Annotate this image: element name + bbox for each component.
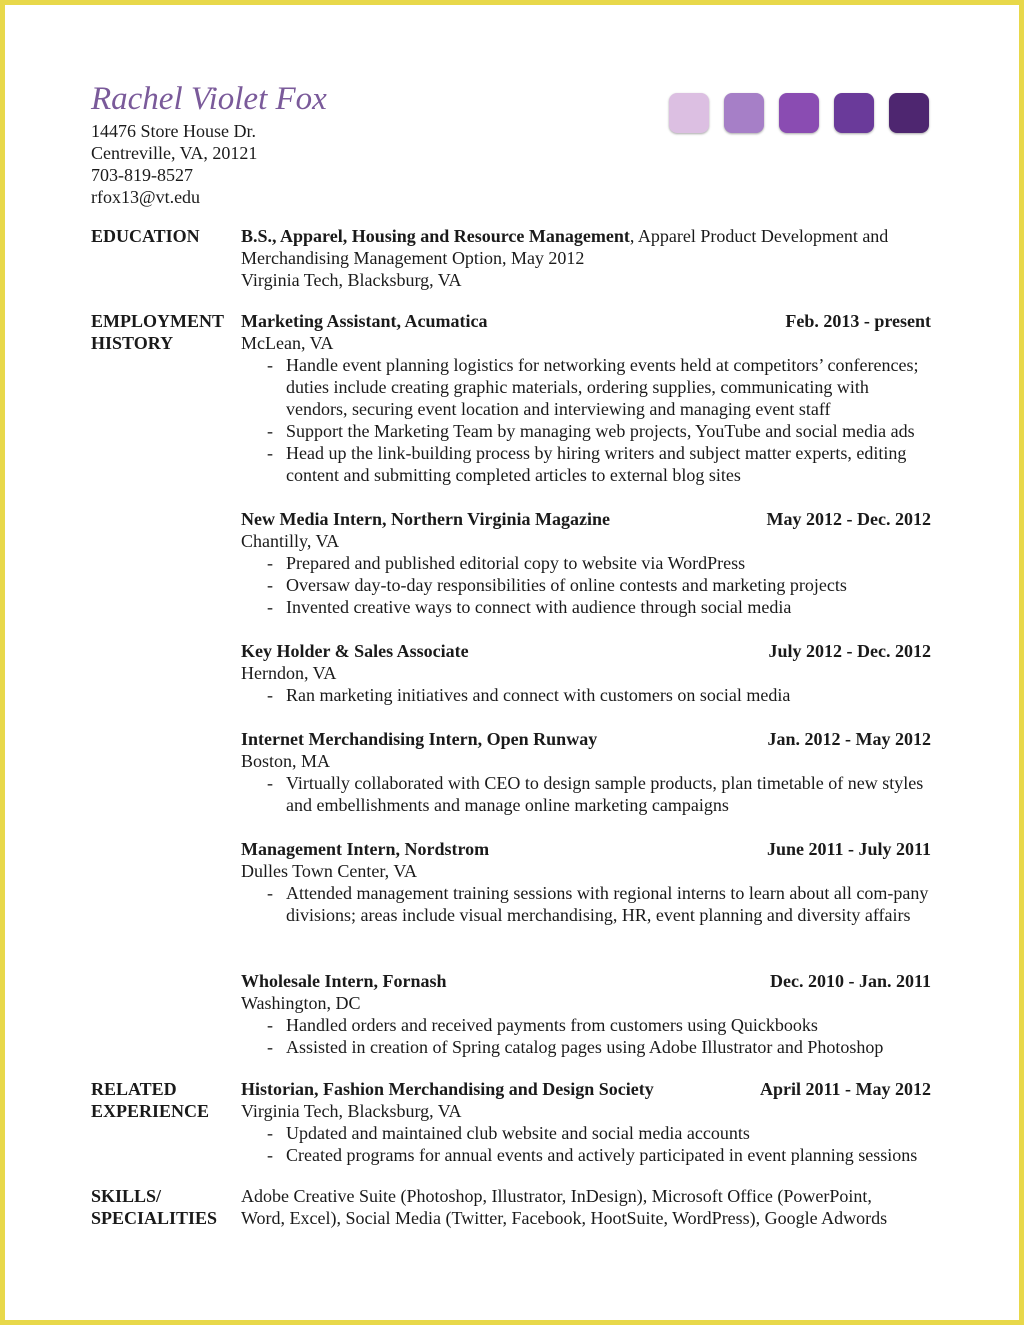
- job-location: Dulles Town Center, VA: [241, 861, 418, 881]
- job-6: [241, 970, 931, 1058]
- candidate-name: Rachel Violet Fox: [91, 81, 327, 117]
- list-item: - Head up the link-building process by hiring writers and subject matter experts, editing content and submitting completed articles to external blog sites: [267, 442, 931, 486]
- list-item: - Created programs for annual events and actively participated in event planning sessions: [267, 1144, 931, 1166]
- contact-block: [91, 120, 257, 208]
- employment-label: EMPLOYMENT HISTORY: [91, 311, 224, 353]
- list-item: - Support the Marketing Team by managing web projects, YouTube and social media ads: [267, 420, 931, 442]
- related-date: April 2011 - May 2012: [760, 1079, 931, 1099]
- education-label: EDUCATION: [91, 226, 200, 246]
- color-swatches: [669, 93, 929, 133]
- job-location: Chantilly, VA: [241, 531, 340, 551]
- degree-rest: , Apparel Product Development and: [629, 226, 889, 246]
- job-bullets: [241, 354, 931, 486]
- job-date: May 2012 - Dec. 2012: [766, 509, 931, 529]
- list-item: - Invented creative ways to connect with audience through social media: [267, 596, 931, 618]
- job-title: Wholesale Intern, Fornash: [241, 971, 447, 991]
- job-location: McLean, VA: [241, 333, 334, 353]
- related-title: Historian, Fashion Merchandising and Design Society: [241, 1079, 654, 1099]
- email-address: rfox13@vt.edu: [91, 187, 201, 207]
- swatch-1: [669, 93, 709, 133]
- job-5: [241, 838, 931, 926]
- job-title: Internet Merchandising Intern, Open Runway: [241, 729, 598, 749]
- job-bullets: [241, 882, 931, 926]
- address-line-2: Centreville, VA, 20121: [91, 143, 258, 163]
- job-bullets: [241, 772, 931, 816]
- job-date: Dec. 2010 - Jan. 2011: [770, 971, 931, 991]
- job-title: Key Holder & Sales Associate: [241, 641, 469, 661]
- skills-line-1: Adobe Creative Suite (Photoshop, Illustrator, InDesign), Microsoft Office (PowerPoint,: [241, 1186, 872, 1206]
- list-item: - Ran marketing initiatives and connect with customers on social media: [267, 684, 931, 706]
- job-location: Herndon, VA: [241, 663, 337, 683]
- job-location: Washington, DC: [241, 993, 361, 1013]
- address-line-1: 14476 Store House Dr.: [91, 121, 256, 141]
- education-option: Merchandising Management Option, May 2012: [241, 248, 585, 268]
- list-item: - Updated and maintained club website and social media accounts: [267, 1122, 931, 1144]
- related-location: Virginia Tech, Blacksburg, VA: [241, 1101, 462, 1121]
- job-title: New Media Intern, Northern Virginia Magazine: [241, 509, 610, 529]
- job-1: [241, 310, 931, 486]
- phone-number: 703-819-8527: [91, 165, 193, 185]
- job-date: June 2011 - July 2011: [766, 839, 931, 859]
- related-label: RELATED EXPERIENCE: [91, 1079, 210, 1121]
- skills-line-2: Word, Excel), Social Media (Twitter, Facebook, HootSuite, WordPress), Google Adwords: [241, 1208, 888, 1228]
- list-item: - Handle event planning logistics for networking events held at competitors’ conferences; duties include creating graphic materials, ordering supplies, communicating with vendors, securing event location and interviewing and managing event staff: [267, 354, 931, 420]
- swatch-3: [779, 93, 819, 133]
- job-title: Management Intern, Nordstrom: [241, 839, 490, 859]
- swatch-5: [889, 93, 929, 133]
- job-date: Jan. 2012 - May 2012: [767, 729, 931, 749]
- degree-name: B.S., Apparel, Housing and Resource Management: [241, 226, 630, 246]
- job-date: July 2012 - Dec. 2012: [768, 641, 931, 661]
- list-item: - Attended management training sessions with regional interns to learn about all com-pany divisions; areas include visual merchandising, HR, event planning and diversity affairs: [267, 882, 931, 926]
- list-item: - Prepared and published editorial copy to website via WordPress: [267, 552, 931, 574]
- job-2: [241, 508, 931, 618]
- list-item: - Oversaw day-to-day responsibilities of online contests and marketing projects: [267, 574, 931, 596]
- job-title: Marketing Assistant, Acumatica: [241, 311, 488, 331]
- education-school: Virginia Tech, Blacksburg, VA: [241, 270, 462, 290]
- education-block: [241, 225, 931, 291]
- education-degree-line: [241, 225, 931, 247]
- list-item: - Handled orders and received payments from customers using Quickbooks: [267, 1014, 931, 1036]
- related-block: [241, 1078, 931, 1166]
- list-item: - Virtually collaborated with CEO to design sample products, plan timetable of new styles and embellishments and manage online marketing campaigns: [267, 772, 931, 816]
- list-item: - Assisted in creation of Spring catalog pages using Adobe Illustrator and Photoshop: [267, 1036, 931, 1058]
- job-bullets: [241, 684, 931, 706]
- job-3: [241, 640, 931, 706]
- skills-block: [241, 1185, 931, 1229]
- job-bullets: [241, 552, 931, 618]
- swatch-4: [834, 93, 874, 133]
- job-4: [241, 728, 931, 816]
- job-location: Boston, MA: [241, 751, 331, 771]
- job-bullets: [241, 1014, 931, 1058]
- skills-label: SKILLS/ SPECIALITIES: [91, 1186, 218, 1228]
- job-date: Feb. 2013 - present: [785, 311, 931, 331]
- swatch-2: [724, 93, 764, 133]
- related-bullets: [241, 1122, 931, 1166]
